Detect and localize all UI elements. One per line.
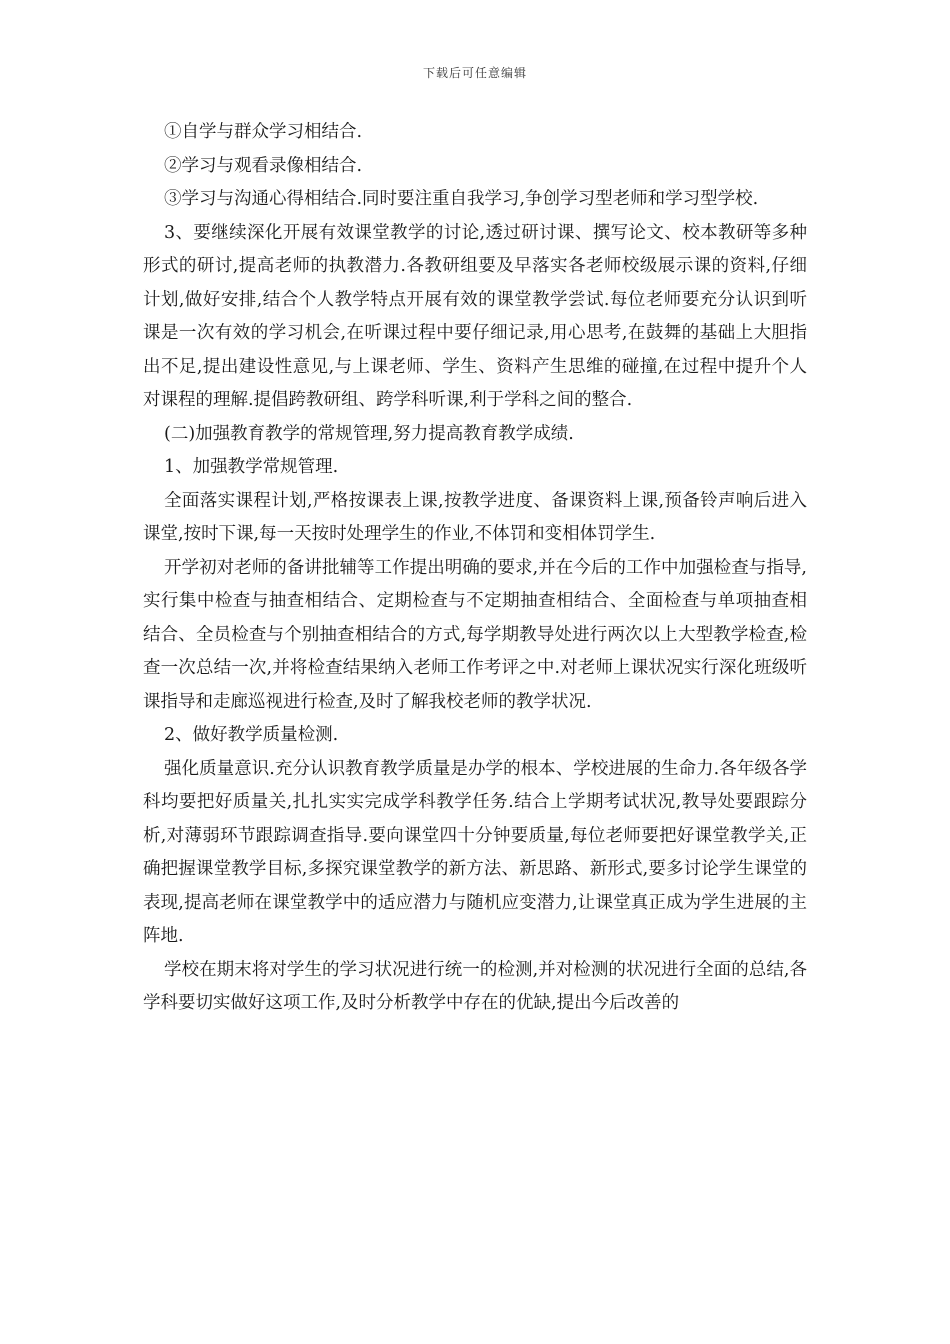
document-body bbox=[143, 116, 807, 1021]
paragraph-curriculum: 全面落实课程计划,严格按课表上课,按教学进度、备课资料上课,预备铃声响后进入课堂,按时下课,每一天按时处理学生的作业,不体罚和变相体罚学生. bbox=[143, 490, 807, 544]
section-heading-routine-management: (二)加强教育教学的常规管理,努力提高教育教学成绩. bbox=[164, 423, 574, 444]
paragraph-item-1: ①自学与群众学习相结合. bbox=[164, 122, 363, 142]
subheading-quality-testing: 2、做好教学质量检测. bbox=[164, 725, 339, 745]
paragraph-item-3: ③学习与沟通心得相结合.同时要注重自我学习,争创学习型老师和学习型学校. bbox=[164, 189, 759, 209]
paragraph-research: 3、要继续深化开展有效课堂教学的讨论,透过研讨课、撰写论文、校本教研等多种形式的研讨,提高老师的执教潜力.各教研组要及早落实各老师校级展示课的资料,仔细计划,做好安排,结合个人教学特点开展有效的课堂教学尝试.每位老师要充分认识到听课是一次有效的学习机会,在听课过程中要仔细记录,用心思考,在鼓舞的基础上大胆指出不足,提出建设性意见,与上课老师、学生、资料产生思维的碰撞,在过程中提升个人对课程的理解.提倡跨教研组、跨学科听课,利于学科之间的整合. bbox=[143, 222, 807, 410]
paragraph-inspection: 开学初对老师的备讲批辅等工作提出明确的要求,并在今后的工作中加强检查与指导,实行集中检查与抽查相结合、定期检查与不定期抽查相结合、全面检查与单项抽查相结合、全员检查与个别抽查相结合的方式,每学期教导处进行两次以上大型教学检查,检查一次总结一次,并将检查结果纳入老师工作考评之中.对老师上课状况实行深化班级听课指导和走廊巡视进行检查,及时了解我校老师的教学状况. bbox=[143, 557, 807, 712]
paragraph-final-exam: 学校在期末将对学生的学习状况进行统一的检测,并对检测的状况进行全面的总结,各学科要切实做好这项工作,及时分析教学中存在的优缺,提出今后改善的 bbox=[143, 959, 807, 1013]
subheading-routine-management: 1、加强教学常规管理. bbox=[164, 457, 339, 477]
page-header: 下载后可任意编辑 bbox=[422, 66, 527, 80]
paragraph-quality: 强化质量意识.充分认识教育教学质量是办学的根本、学校进展的生命力.各年级各学科均要把好质量关,扎扎实实完成学科教学任务.结合上学期考试状况,教导处要跟踪分析,对薄弱环节跟踪调查指导.要向课堂四十分钟要质量,每位老师要把好课堂教学关,正确把握课堂教学目标,多探究课堂教学的新方法、新思路、新形式,要多讨论学生课堂的表现,提高老师在课堂教学中的适应潜力与随机应变潜力,让课堂真正成为学生进展的主阵地. bbox=[143, 758, 807, 946]
paragraph-item-2: ②学习与观看录像相结合. bbox=[164, 155, 363, 176]
